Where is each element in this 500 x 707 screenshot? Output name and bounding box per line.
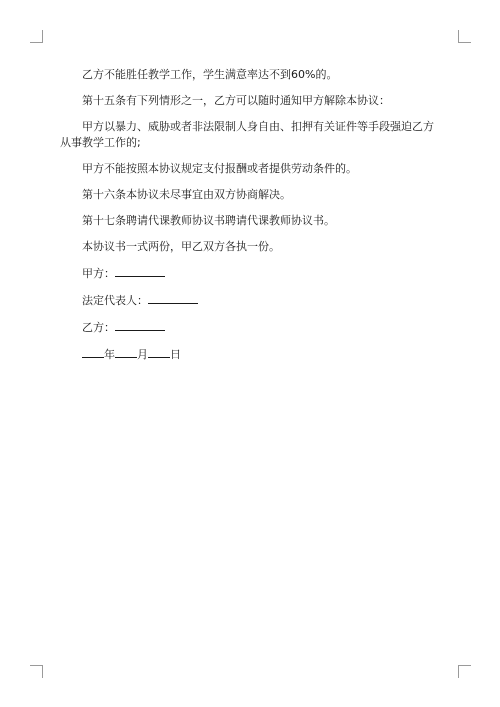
party-b-label: 乙方： (82, 321, 115, 334)
signature-legal-rep (60, 292, 444, 309)
paragraph-4: 甲方不能按照本协议规定支付报酬或者提供劳动条件的。 (82, 162, 357, 175)
party-b-blank (115, 319, 165, 331)
legal-rep-blank (148, 292, 198, 304)
crop-mark-top-left (30, 30, 43, 43)
paragraph-5: 第十六条本协议未尽事宜由双方协商解决。 (82, 188, 291, 201)
year-blank (82, 346, 104, 358)
crop-mark-top-right (458, 30, 471, 43)
paragraph-1: 乙方不能胜任教学工作，学生满意率达不到60%的。 (82, 68, 338, 81)
month-label: 月 (137, 348, 148, 361)
legal-rep-label: 法定代表人： (82, 294, 148, 307)
crop-mark-bottom-right (458, 665, 471, 678)
date-line (60, 346, 444, 363)
party-a-blank (115, 265, 165, 277)
paragraph-2: 第十五条有下列情形之一，乙方可以随时通知甲方解除本协议： (82, 94, 390, 107)
signature-party-a (60, 265, 444, 282)
day-label: 日 (170, 348, 181, 361)
signature-party-b (60, 319, 444, 336)
day-blank (148, 346, 170, 358)
year-label: 年 (104, 348, 115, 361)
document-body (60, 67, 444, 373)
party-a-label: 甲方： (82, 267, 115, 280)
paragraph-6: 第十七条聘请代课教师协议书聘请代课教师协议书。 (82, 214, 335, 227)
month-blank (115, 346, 137, 358)
crop-mark-bottom-left (30, 665, 43, 678)
paragraph-3: 甲方以暴力、威胁或者非法限制人身自由、扣押有关证件等手段强迫乙方从事教学工作的; (60, 120, 434, 149)
paragraph-7: 本协议书一式两份，甲乙双方各执一份。 (82, 240, 280, 253)
